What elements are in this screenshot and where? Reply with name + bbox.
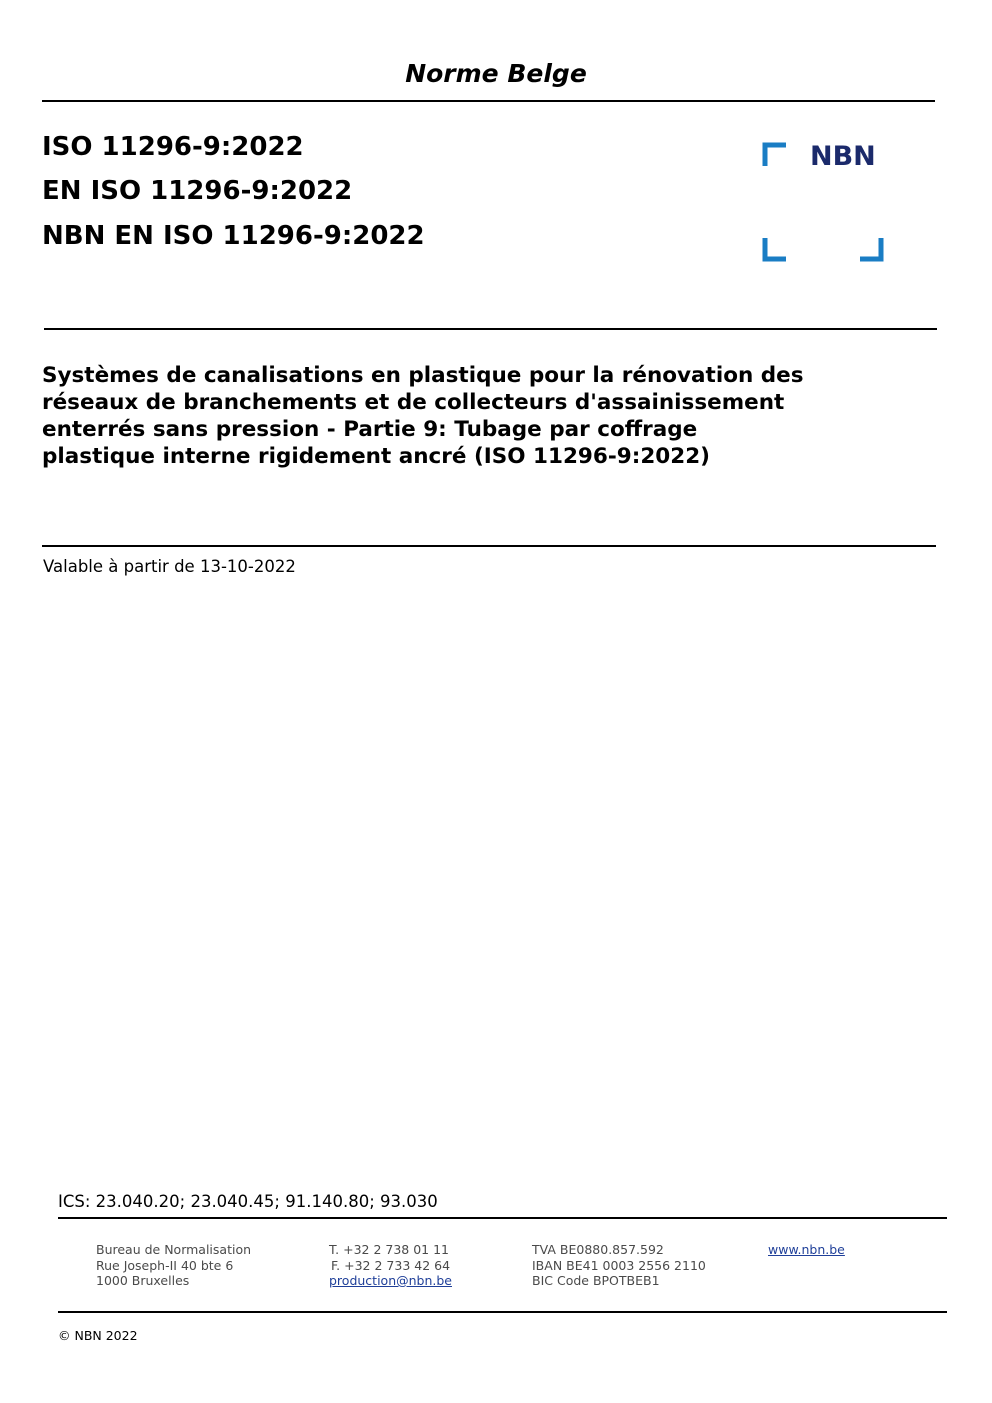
document-title xyxy=(42,362,922,470)
copyright: © NBN 2022 xyxy=(58,1328,138,1343)
phone-number: T. +32 2 738 01 11 xyxy=(329,1242,449,1257)
footer-contact xyxy=(329,1242,452,1289)
email-link[interactable]: production@nbn.be xyxy=(329,1273,452,1288)
address-line: Bureau de Normalisation xyxy=(96,1242,252,1257)
document-title-line: Systèmes de canalisations en plastique pour la rénovation des xyxy=(42,363,804,388)
standard-ref-nbn-en-iso: NBN EN ISO 11296-9:2022 xyxy=(42,221,425,251)
standard-ref-en-iso: EN ISO 11296-9:2022 xyxy=(42,176,353,206)
footer-bank xyxy=(532,1242,706,1289)
header-title: Norme Belge xyxy=(405,59,587,88)
nbn-logo xyxy=(760,140,886,266)
standard-ref-iso: ISO 11296-9:2022 xyxy=(42,132,304,162)
footer-address xyxy=(96,1242,251,1289)
address-line: 1000 Bruxelles xyxy=(96,1273,190,1288)
bic-code: BIC Code BPOTBEB1 xyxy=(532,1273,660,1288)
header-divider xyxy=(42,100,935,102)
title-top-divider xyxy=(44,328,937,330)
footer-website xyxy=(768,1242,845,1258)
vat-number: TVA BE0880.857.592 xyxy=(532,1242,664,1257)
logo-bracket-bottom-right xyxy=(860,238,881,259)
nbn-logo-mark xyxy=(760,140,886,266)
website-link[interactable]: www.nbn.be xyxy=(768,1242,845,1257)
title-bottom-divider xyxy=(42,545,936,547)
logo-text: NBN xyxy=(810,141,876,172)
logo-bracket-top-left xyxy=(765,145,786,166)
document-title-line: réseaux de branchements et de collecteurs d'assainissement xyxy=(42,390,785,415)
logo-bracket-bottom-left xyxy=(765,238,786,259)
fax-number: F. +32 2 733 42 64 xyxy=(331,1257,451,1273)
address-line: Rue Joseph-II 40 bte 6 xyxy=(96,1257,234,1273)
document-title-line: enterrés sans pression - Partie 9: Tubage par coffrage xyxy=(42,417,698,442)
footer-top-divider xyxy=(58,1217,947,1219)
validity-date: Valable à partir de 13-10-2022 xyxy=(43,557,296,576)
footer-bottom-divider xyxy=(58,1311,947,1313)
document-title-line: plastique interne rigidement ancré (ISO 11296-9:2022) xyxy=(42,444,710,469)
ics-codes: ICS: 23.040.20; 23.040.45; 91.140.80; 93.030 xyxy=(58,1192,438,1211)
iban-number: IBAN BE41 0003 2556 2110 xyxy=(532,1257,706,1273)
